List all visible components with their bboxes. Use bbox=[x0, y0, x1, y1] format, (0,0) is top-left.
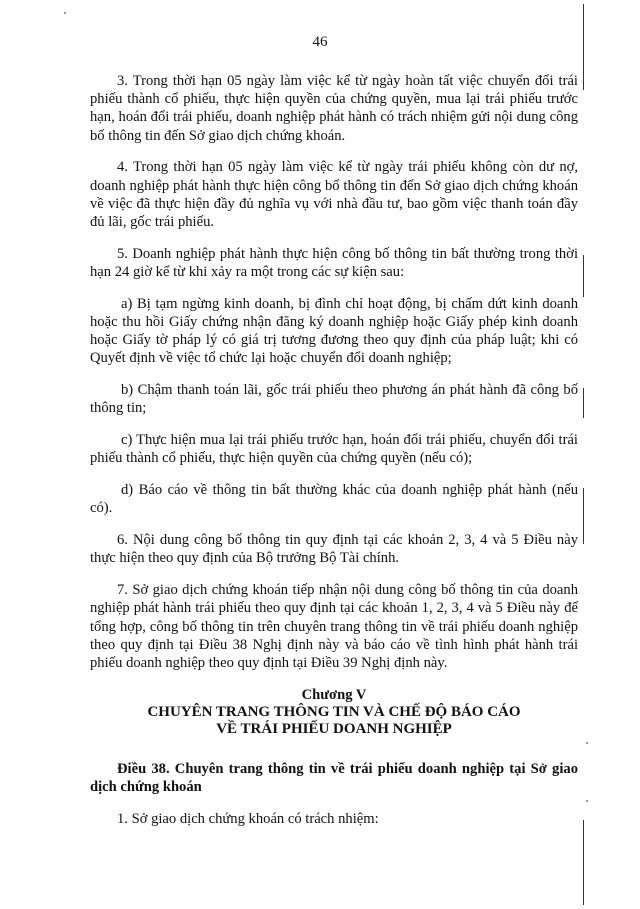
scan-speck bbox=[586, 800, 588, 802]
paragraph-clause-3: 3. Trong thời hạn 05 ngày làm việc kể từ ngày hoàn tất việc chuyển đổi trái phiếu thành cổ phiếu, thực hiện quyền của chứng quyền, mua lại trái phiếu trước hạn, hoán đổi trái phiếu, doanh nghiệp phát hành có trách nhiệm gửi nội dung công bố thông tin đến Sở giao dịch chứng khoán. bbox=[90, 73, 578, 144]
paragraph-clause-7: 7. Sở giao dịch chứng khoán tiếp nhận nội dung công bố thông tin của doanh nghiệp phát hành trái phiếu theo quy định tại các khoản 1, 2, 3, 4 và 5 Điều này để tổng hợp, công bố thông tin trên chuyên trang thông tin về trái phiếu doanh nghiệp theo quy định tại Điều 38 Nghị định này và báo cáo về tình hình phát hành trái phiếu doanh nghiệp theo quy định tại Điều 39 Nghị định này. bbox=[90, 582, 578, 672]
chapter-label: Chương V bbox=[301, 686, 367, 703]
paragraph-clause-4: 4. Trong thời hạn 05 ngày làm việc kể từ ngày trái phiếu không còn dư nợ, doanh nghiệp phát hành thực hiện công bố thông tin đến Sở giao dịch chứng khoán về việc đã thực hiện đầy đủ nghĩa vụ với nhà đầu tư, bao gồm việc thanh toán đầy đủ lãi, gốc trái phiếu. bbox=[90, 159, 578, 231]
article-38-clause-1: 1. Sở giao dịch chứng khoán có trách nhiệm: bbox=[117, 811, 379, 828]
chapter-title-line-1: CHUYÊN TRANG THÔNG TIN VÀ CHẾ ĐỘ BÁO CÁO bbox=[147, 703, 521, 720]
scan-edge-line bbox=[583, 820, 584, 905]
chapter-title-line-2: VỀ TRÁI PHIẾU DOANH NGHIỆP bbox=[216, 721, 452, 738]
scan-edge-line bbox=[583, 255, 584, 297]
paragraph-clause-5: 5. Doanh nghiệp phát hành thực hiện công bố thông tin bất thường trong thời hạn 24 giờ kể từ khi xảy ra một trong các sự kiện sau: bbox=[90, 245, 578, 281]
paragraph-clause-6: 6. Nội dung công bố thông tin quy định tại các khoản 2, 3, 4 và 5 Điều này thực hiện theo quy định của Bộ trưởng Bộ Tài chính. bbox=[90, 532, 578, 567]
scan-speck bbox=[64, 12, 66, 14]
scan-edge-line bbox=[583, 388, 584, 418]
scan-edge-line bbox=[583, 488, 584, 544]
page-number: 46 bbox=[312, 34, 328, 50]
scan-edge-line bbox=[583, 4, 584, 90]
paragraph-item-a: a) Bị tạm ngừng kinh doanh, bị đình chỉ hoạt động, bị chấm dứt kinh doanh hoặc thu hồi Giấy chứng nhận đăng ký doanh nghiệp hoặc Giấy phép kinh doanh hoặc Giấy tờ pháp lý có giá trị tương đương theo quy định của pháp luật; khi có Quyết định về việc tổ chức lại hoặc chuyển đổi doanh nghiệp; bbox=[90, 295, 578, 367]
article-38-heading: Điều 38. Chuyên trang thông tin về trái phiếu doanh nghiệp tại Sở giao dịch chứng khoán bbox=[90, 761, 578, 796]
document-body bbox=[90, 72, 578, 842]
paragraph-item-d: d) Báo cáo về thông tin bất thường khác của doanh nghiệp phát hành (nếu có). bbox=[90, 482, 578, 517]
paragraph-item-c: c) Thực hiện mua lại trái phiếu trước hạn, hoán đổi trái phiếu, chuyển đổi trái phiếu thành cổ phiếu, thực hiện quyền của chứng quyền (nếu có); bbox=[90, 432, 578, 467]
scan-speck bbox=[586, 742, 588, 744]
paragraph-item-b: b) Chậm thanh toán lãi, gốc trái phiếu theo phương án phát hành đã công bố thông tin; bbox=[90, 382, 578, 417]
